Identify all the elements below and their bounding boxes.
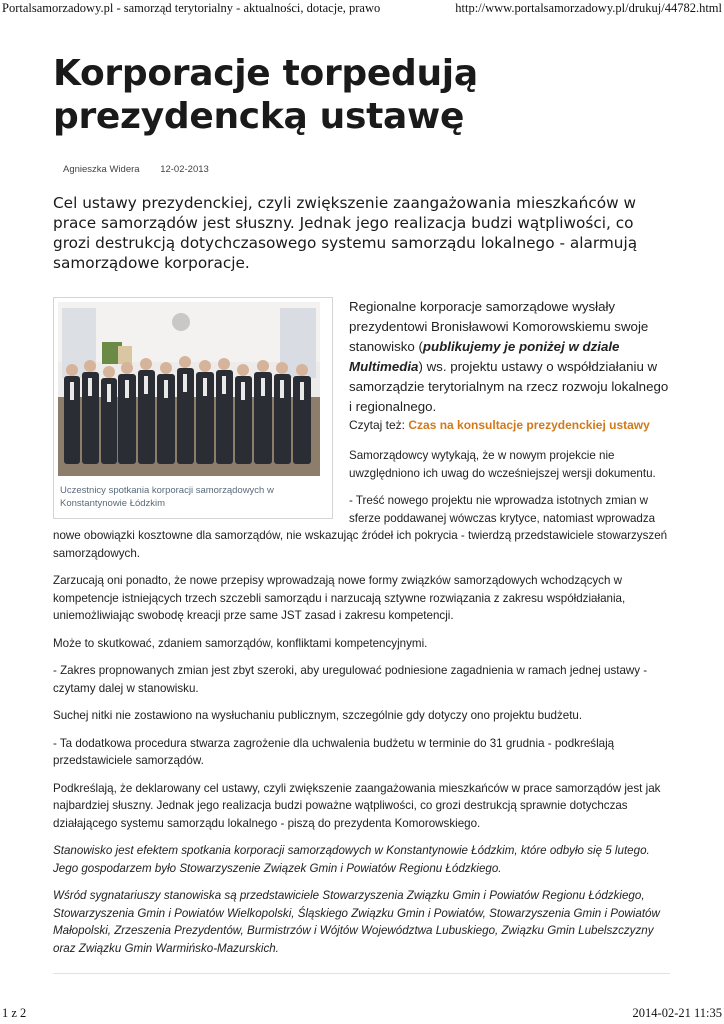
print-header-url: http://www.portalsamorzadowy.pl/drukuj/44782.html — [455, 1, 722, 15]
body-paragraph: Suchej nitki nie zostawiono na wysłuchaniu publicznym, szczególnie gdy dotyczy ono projektu budżetu. — [53, 709, 583, 722]
print-header-page-title: Portalsamorzadowy.pl - samorząd terytorialny - aktualności, dotacje, prawo — [2, 1, 381, 15]
print-footer — [0, 1004, 724, 1024]
body-paragraph: - Zakres propnowanych zmian jest zbyt szeroki, aby uregulować podniesione zagadnienia w ramach jednej ustawy - czytamy dalej w stanowisku. — [53, 664, 648, 695]
article — [53, 52, 673, 967]
see-also-link[interactable]: Czas na konsultacje prezydenckiej ustawy — [408, 418, 650, 432]
print-timestamp: 2014-02-21 11:35 — [632, 1006, 722, 1020]
body-paragraph: - Treść nowego projektu nie wprowadza istotnych zmian w sferze poddawanej wówczas krytyce, natomiast wprowadza nowe obowiązki kosztowne dla samorządów, nie wskazując źródeł ich pokrycia - twierdzą przedstawiciele stowarzyszeń samorządowych. — [53, 494, 668, 560]
body-paragraph: Podkreślają, że deklarowany cel ustawy, czyli zwiększenie zaangażowania mieszkańców w prace samorządów jest jak najbardziej słuszny. Jednak jego realizacja budzi poważne wątpliwości, co grozi destrukcją sprawnie dotychczas działającego systemu samorządu lokalnego - piszą do prezydenta Komorowskiego. — [53, 781, 661, 830]
page-number: 1 z 2 — [2, 1006, 27, 1020]
footer-divider — [53, 973, 670, 974]
body-paragraph: Może to skutkować, zdaniem samorządów, konfliktami kompetencyjnymi. — [53, 636, 428, 650]
body-paragraph: - Ta dodatkowa procedura stwarza zagrożenie dla uchwalenia budżetu w terminie do 31 grudnia - podkreślają przedstawiciele samorządów. — [53, 736, 615, 767]
photo-caption: Uczestnicy spotkania korporacji samorządowych w Konstantynowie Łódzkim — [60, 485, 274, 509]
article-author: Agnieszka Widera — [63, 164, 140, 175]
article-lead: Cel ustawy prezydenckiej, czyli zwiększenie zaangażowania mieszkańców w prace samorządów jest słuszny. Jednak jego realizacja budzi wątpliwości, co grozi destrukcją dotychczasowego systemu samorządu lokalnego - alarmują samorządowe korporacje. — [53, 194, 638, 272]
body-paragraph: Samorządowcy wytykają, że w nowym projekcie nie uwzględniono ich uwag do wcześniejszej wersji dokumentu. — [349, 449, 656, 480]
body-paragraph: Zarzucają oni ponadto, że nowe przepisy wprowadzają nowe formy związków samorządowych wchodzących w kompetencje istniejących trzech szczebli samorządu i narzucają sztywne rozwiązania z zakresu współdziałania, uniemożliwiając swobodę kreacji prze same JST zasad i zakresu kompetencji. — [53, 574, 626, 622]
article-photo[interactable] — [58, 302, 320, 476]
intro-emphasis: publikujemy je poniżej w dziale Multimedia — [349, 339, 620, 374]
italic-paragraph: Wśród sygnatariuszy stanowiska są przedstawiciele Stowarzyszenia Związku Gmin i Powiatów Regionu Łódzkiego, Stowarzyszenia Gmin i Powiatów Wielkopolski, Śląskiego Związku Gmin i Powiatów, Stowarzyszenia Gmin i Powiatów Małopolski, Zrzeszenia Prezydentów, Burmistrzów i Wójtów Województwa Lubuskiego, Związku Gmin Lubelszczyzny oraz Związku Gmin Warmińsko-Mazurskich. — [53, 889, 660, 955]
intro-text-part2: ) ws. projektu ustawy o współdziałaniu w samorządzie terytorialnym na rzecz rozwoju lokalnego i regionalnego. — [349, 359, 669, 414]
article-photo-box — [53, 297, 333, 519]
italic-paragraph: Stanowisko jest efektem spotkania korporacji samorządowych w Konstantynowie Łódzkim, które odbyło się 5 lutego. Jego gospodarzem było Stowarzyszenie Związek Gmin i Powiatów Regionu Łódzkiego. — [53, 844, 650, 875]
article-date: 12-02-2013 — [160, 164, 209, 175]
intro-text-part1: Regionalne korporacje samorządowe wysłały prezydentowi Bronisławowi Komorowskiemu swoje stanowisko ( — [349, 299, 649, 354]
see-also-label: Czytaj też: — [349, 418, 406, 432]
print-header — [0, 0, 724, 20]
article-title: Korporacje torpedują prezydencką ustawę — [53, 53, 478, 137]
article-meta — [53, 164, 673, 175]
group-photo-illustration — [58, 302, 320, 476]
